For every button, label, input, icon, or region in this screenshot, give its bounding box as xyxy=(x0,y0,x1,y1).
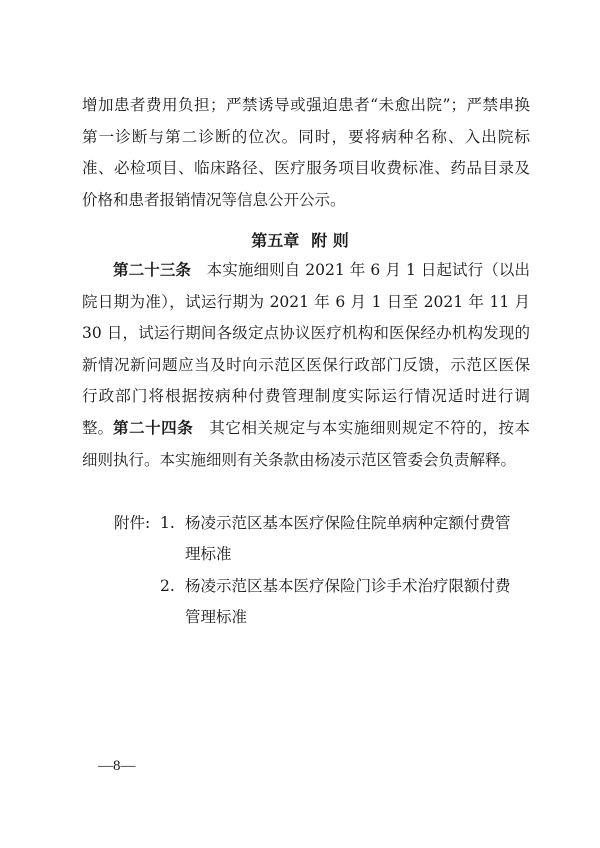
attachment-2-line1: 杨凌示范区基本医疗保险门诊手术治疗限额付费 xyxy=(185,577,511,595)
attachment-2-number: 2. xyxy=(160,577,175,595)
article-23-text: 本实施细则自 2021 年 6 月 1 日起试行（以出院日期为准），试运行期为 2021 年 6 月 1 日至 2021 年 11 月 30 日，试运行期间各级定点协议医疗机构和医保经办机构发现的新情况新问题应当及时向示范区医保行政部门反馈，示范区医保行政部门将根据按病种付费管理制度实际运行情况适时进行调整。 xyxy=(82,261,530,437)
article-24-label: 第二十四条 xyxy=(113,418,194,437)
attachment-2-line2: 管理标准 xyxy=(185,608,248,626)
article-23-label: 第二十三条 xyxy=(113,260,192,279)
article-24-text: 其它相关规定与本实施细则规定不符的，按本细则执行。本实施细则有关条款由杨凌示范区管委会负责解释。 xyxy=(82,419,530,469)
attachments-label: 附件: xyxy=(114,514,151,532)
paragraph-disclosure: 增加患者费用负担；严禁诱导或强迫患者“未愈出院”；严禁串换第一诊断与第二诊断的位次。同时，要将病种名称、入出院标准、必检项目、临床路径、医疗服务项目收费标准、药品目录及价格和患者报销情况等信息公开公示。 xyxy=(82,96,530,209)
page-number: —8— xyxy=(98,758,136,774)
chapter-title: 附 则 xyxy=(311,231,349,250)
attachment-1-line2: 理标准 xyxy=(185,545,232,563)
article-24 xyxy=(82,412,530,476)
attachment-1-line1: 杨凌示范区基本医疗保险住院单病种定额付费管 xyxy=(185,514,511,532)
chapter-heading xyxy=(0,228,600,251)
chapter-number: 第五章 xyxy=(251,231,300,250)
attachment-1-number: 1. xyxy=(160,514,175,532)
